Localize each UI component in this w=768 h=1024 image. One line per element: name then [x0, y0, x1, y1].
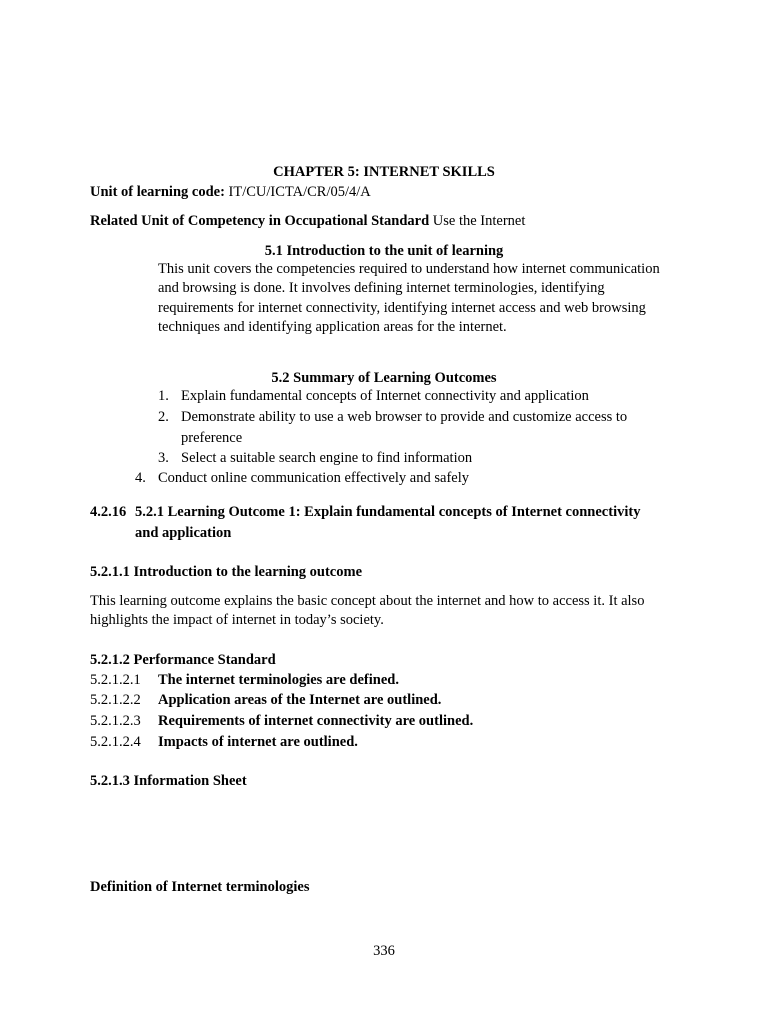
- list-item-text: Requirements of internet connectivity are outlined.: [158, 713, 474, 729]
- list-item-number: 5.2.1.2.2: [90, 692, 141, 708]
- list-item-text: Application areas of the Internet are outlined.: [158, 692, 442, 708]
- learning-outcome-1-title: 5.2.1 Learning Outcome 1: Explain fundamental concepts of Internet connectivity: [135, 504, 641, 520]
- list-item-number: 5.2.1.2.4: [90, 734, 141, 750]
- unit-code-value: IT/CU/ICTA/CR/05/4/A: [228, 184, 371, 200]
- page-number: 336: [373, 943, 395, 959]
- definition-heading: Definition of Internet terminologies: [90, 879, 310, 895]
- list-item-number: 3.: [158, 450, 169, 466]
- list-item-text: The internet terminologies are defined.: [158, 672, 399, 688]
- list-item-number: 4.: [135, 470, 146, 486]
- list-item-number: 2.: [158, 409, 169, 425]
- section-5-2-1-2-heading: 5.2.1.2 Performance Standard: [90, 652, 276, 668]
- unit-code-line: [90, 182, 371, 202]
- chapter-title: CHAPTER 5: INTERNET SKILLS: [273, 164, 495, 180]
- related-unit-value: Use the Internet: [432, 213, 526, 229]
- section-5-2-1-1-body: This learning outcome explains the basic concept about the internet and how to access it. It also highlights the impact of internet in today’s society.: [90, 593, 645, 628]
- related-unit-line: [90, 211, 525, 231]
- list-item-number: 1.: [158, 388, 169, 404]
- list-item-number: 5.2.1.2.1: [90, 672, 141, 688]
- learning-outcome-1-number: 4.2.16: [90, 504, 127, 520]
- related-unit-label: Related Unit of Competency in Occupational Standard: [90, 213, 430, 229]
- learning-outcome-1-title-continued: and application: [135, 525, 232, 541]
- list-item-number: 5.2.1.2.3: [90, 713, 141, 729]
- section-5-1-body: This unit covers the competencies required to understand how internet communication and browsing is done. It involves defining internet terminologies, identifying requirements for internet connectivity, identifying internet access and web browsing techniques and identifying application areas for the internet.: [158, 261, 660, 335]
- list-item-text: Demonstrate ability to use a web browser to provide and customize access to: [181, 409, 628, 425]
- section-5-2-1-3-heading: 5.2.1.3 Information Sheet: [90, 773, 247, 789]
- unit-code-label: Unit of learning code:: [90, 184, 225, 200]
- section-5-1-heading: 5.1 Introduction to the unit of learning: [264, 243, 504, 259]
- section-5-2-heading: 5.2 Summary of Learning Outcomes: [271, 370, 497, 386]
- section-5-2-1-1-heading: 5.2.1.1 Introduction to the learning outcome: [90, 564, 363, 580]
- list-item-text: Explain fundamental concepts of Internet connectivity and application: [181, 388, 589, 404]
- list-item-text: Conduct online communication effectively and safely: [158, 470, 469, 486]
- list-item-text: Impacts of internet are outlined.: [158, 734, 358, 750]
- list-item-text-continued: preference: [181, 430, 243, 446]
- list-item-text: Select a suitable search engine to find information: [181, 450, 473, 466]
